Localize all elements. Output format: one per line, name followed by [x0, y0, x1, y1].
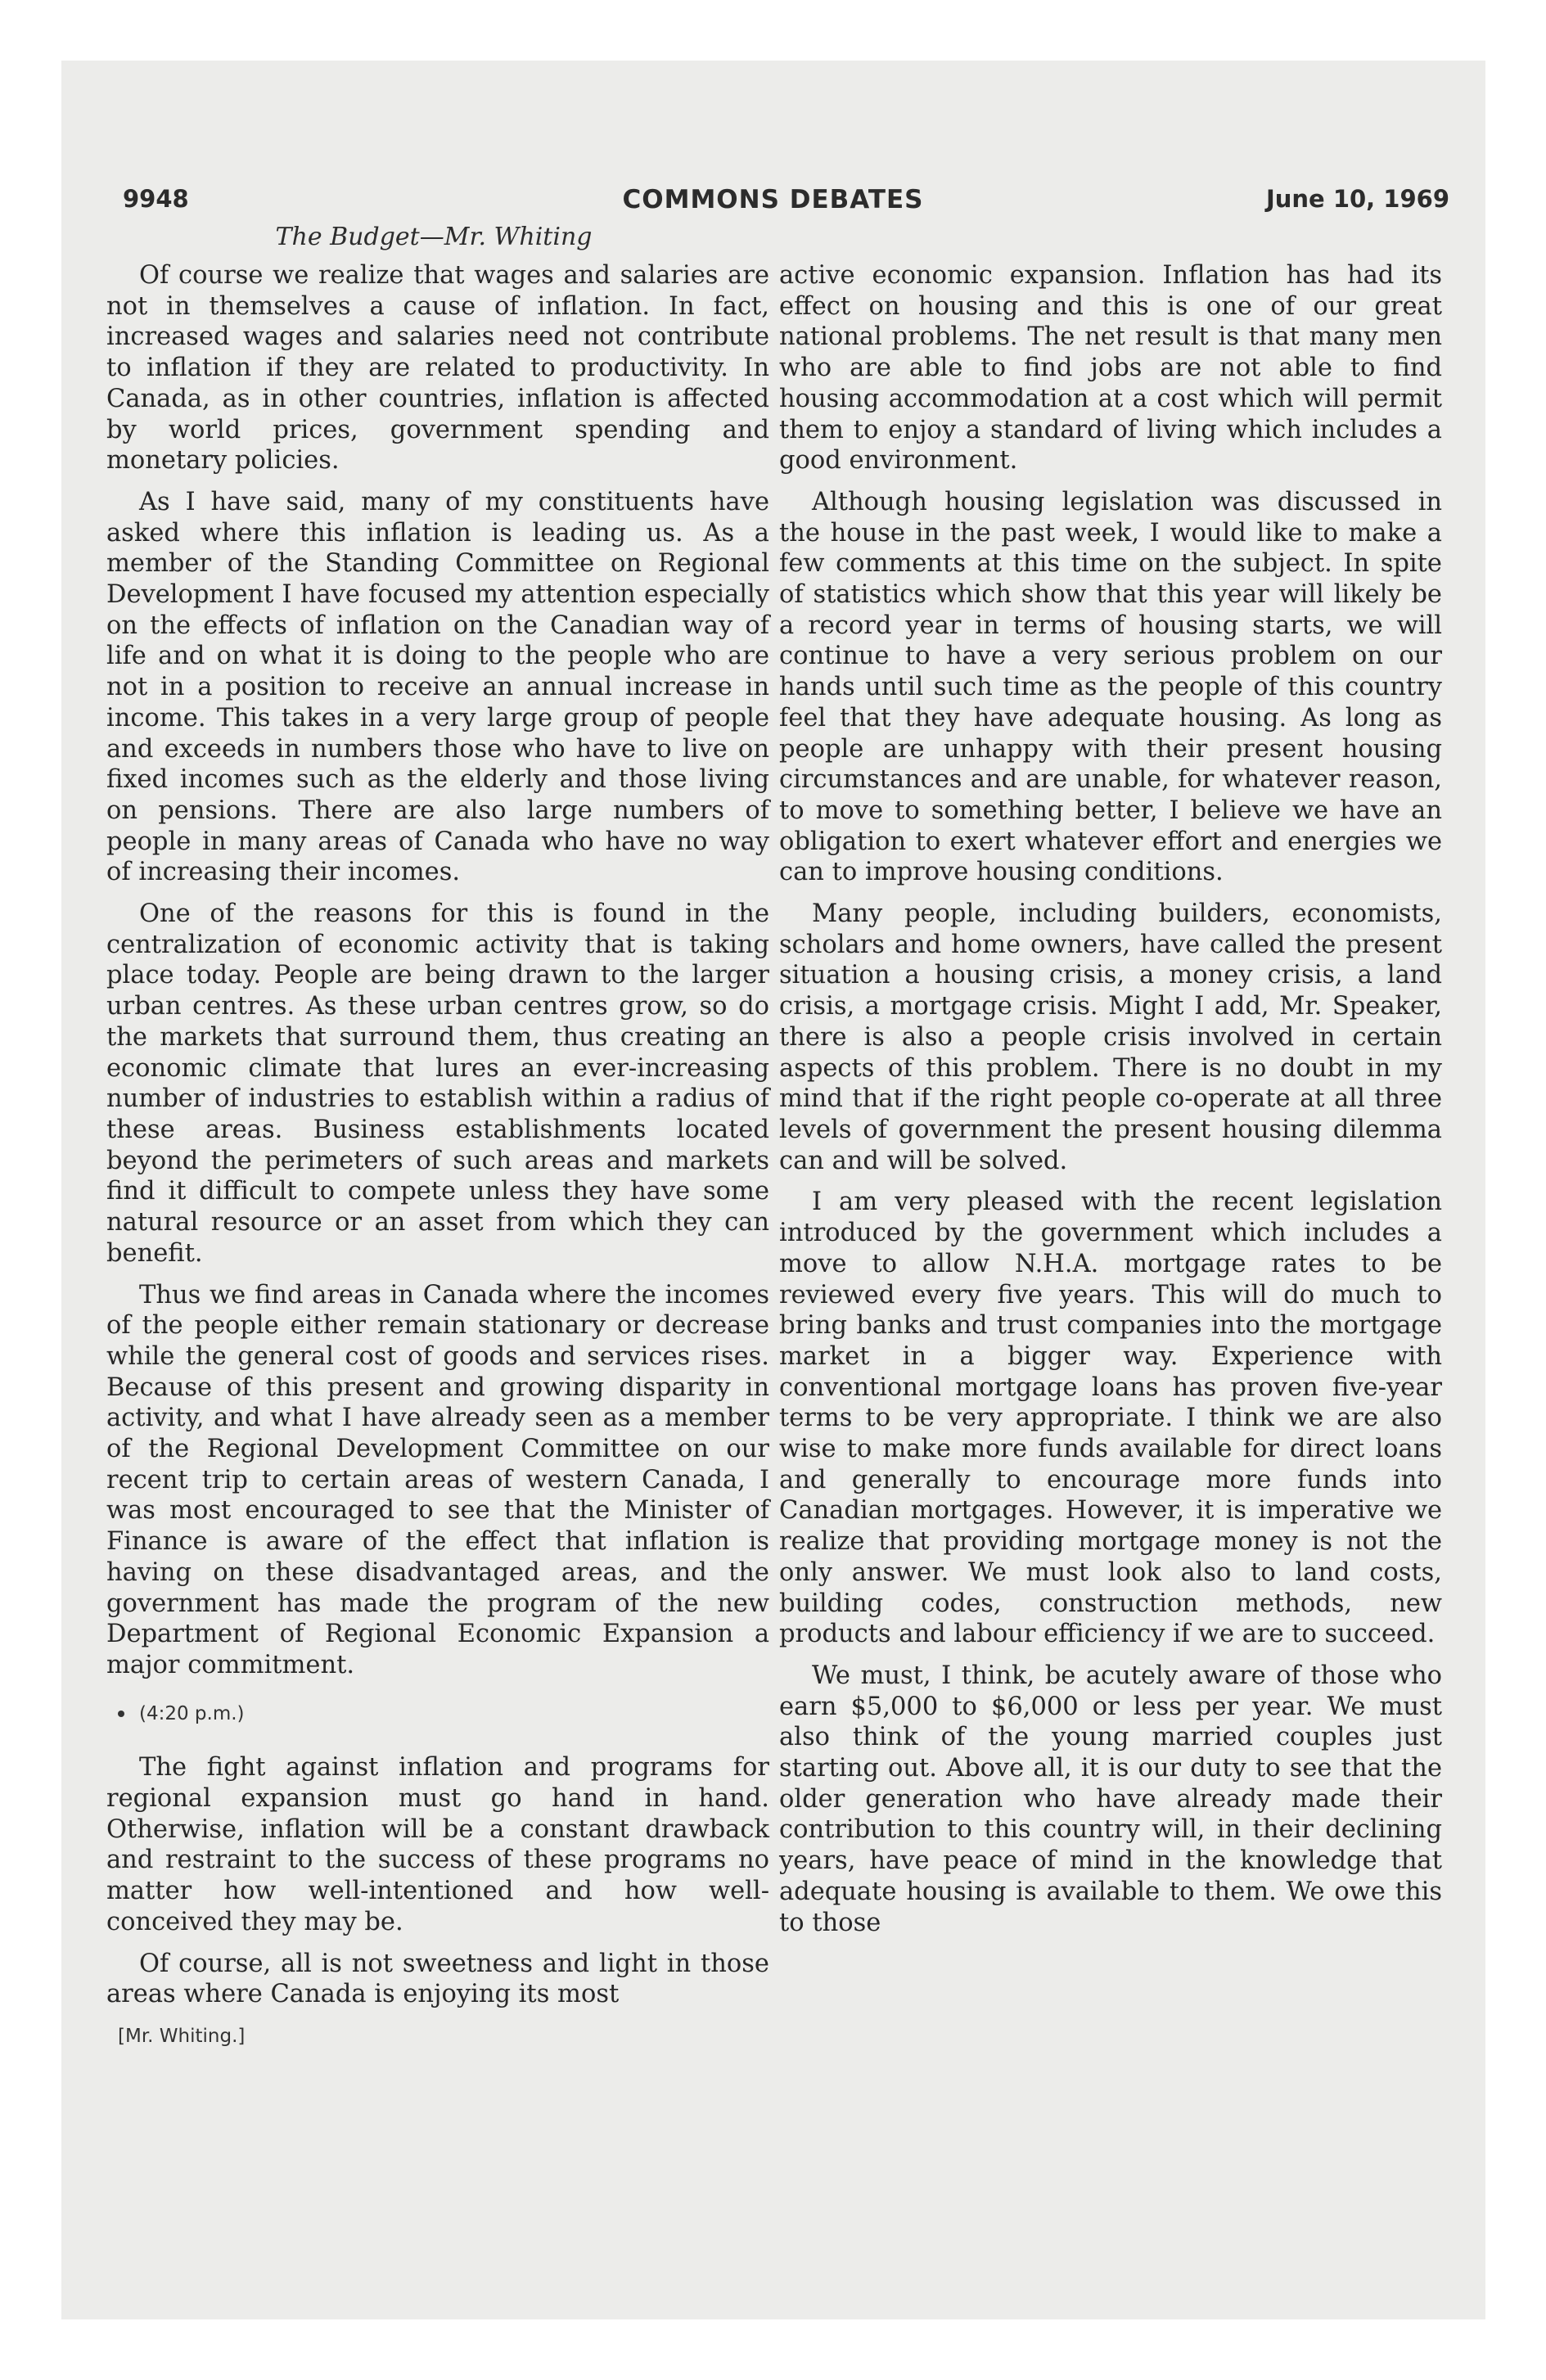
- paragraph: As I have said, many of my constituents have asked where this inflation is leading us. As a member of the Standing Committee on Regional Development I have focused my attention especially on the effects of inflation on the Canadian way of life and on what it is doing to the people who are not in a position to receive an annual increase in income. This takes in a very large group of people and exceeds in numbers those who have to live on fixed incomes such as the elderly and those living on pensions. There are also large numbers of people in many areas of Canada who have no way of increasing their incomes.: [106, 487, 769, 887]
- section-subheader: The Budget—Mr. Whiting: [275, 223, 593, 251]
- paragraph: Many people, including builders, economists, scholars and home owners, have called the present situation a housing crisis, a money crisis, a land crisis, a mortgage crisis. Might I add, Mr. Speaker, there is also a people crisis involved in certain aspects of this problem. There is no doubt in my mind that if the right people co-operate at all three levels of government the present housing dilemma can and will be solved.: [779, 899, 1442, 1175]
- paragraph: Of course we realize that wages and salaries are not in themselves a cause of inflation. In fact, increased wages and salaries need not contribute to inflation if they are related to productivity. In Canada, as in other countries, inflation is affected by world prices, government spending and monetary policies.: [106, 261, 769, 476]
- bullet-dot-icon: [118, 1711, 124, 1717]
- paragraph: Thus we find areas in Canada where the incomes of the people either remain stationary or decrease while the general cost of goods and services rises. Because of this present and growing disparity in activity, and what I have already seen as a member of the Regional Development Committee on our recent trip to certain areas of western Canada, I was most encouraged to see that the Minister of Finance is aware of the effect that inflation is having on these disadvantaged areas, and the government has made the program of the new Department of Regional Economic Expansion a major commitment.: [106, 1280, 769, 1679]
- paragraph: One of the reasons for this is found in the centralization of economic activity that is taking place today. People are being drawn to the larger urban centres. As these urban centres grow, so do the markets that surround them, thus creating an economic climate that lures an ever-increasing number of industries to establish within a radius of these areas. Business establishments located beyond the perimeters of such areas and markets find it difficult to compete unless they have some natural resource or an asset from which they can benefit.: [106, 899, 769, 1268]
- publication-title: COMMONS DEBATES: [622, 185, 924, 214]
- speaker-tag: [Mr. Whiting.]: [118, 2025, 246, 2047]
- page-date: June 10, 1969: [1265, 185, 1449, 213]
- time-marker: [118, 1699, 769, 1730]
- paragraph: I am very pleased with the recent legislation introduced by the government which includes a move to allow N.H.A. mortgage rates to be reviewed every five years. This will do much to bring banks and trust companies into the mortgage market in a bigger way. Experience with conventional mortgage loans has proven five-year terms to be very appropriate. I think we are also wise to make more funds available for direct loans and generally to encourage more funds into Canadian mortgages. However, it is imperative we realize that providing mortgage money is not the only answer. We must look also to land costs, building codes, construction methods, new products and labour efficiency if we are to succeed.: [779, 1188, 1442, 1649]
- paragraph: Although housing legislation was discussed in the house in the past week, I would like to make a few comments at this time on the subject. In spite of statistics which show that this year will likely be a record year in terms of housing starts, we will continue to have a very serious problem on our hands until such time as the people of this country feel that they have adequate housing. As long as people are unhappy with their present housing circumstances and are unable, for whatever reason, to move to something better, I believe we have an obligation to exert whatever effort and energies we can to improve housing conditions.: [779, 487, 1442, 887]
- time-marker-text: (4:20 p.m.): [139, 1702, 245, 1724]
- page-number: 9948: [123, 185, 189, 213]
- right-column: [779, 260, 1442, 1949]
- paragraph: Of course, all is not sweetness and light in those areas where Canada is enjoying its most: [106, 1949, 769, 2009]
- paragraph: active economic expansion. Inflation has had its effect on housing and this is one of our great national problems. The net result is that many men who are able to find jobs are not able to find housing accommodation at a cost which will permit them to enjoy a standard of living which includes a good environment.: [779, 261, 1442, 476]
- paragraph: We must, I think, be acutely aware of those who earn $5,000 to $6,000 or less per year. We must also think of the young married couples just starting out. Above all, it is our duty to see that the older generation who have already made their contribution to this country will, in their declining years, have peace of mind in the knowledge that adequate housing is available to them. We owe this to those: [779, 1661, 1442, 1937]
- left-column: [106, 260, 769, 2053]
- paragraph: The fight against inflation and programs for regional expansion must go hand in hand. Otherwise, inflation will be a constant drawback and restraint to the success of these programs no matter how well-intentioned and how well-conceived they may be.: [106, 1753, 769, 1936]
- page-header: [0, 185, 1546, 221]
